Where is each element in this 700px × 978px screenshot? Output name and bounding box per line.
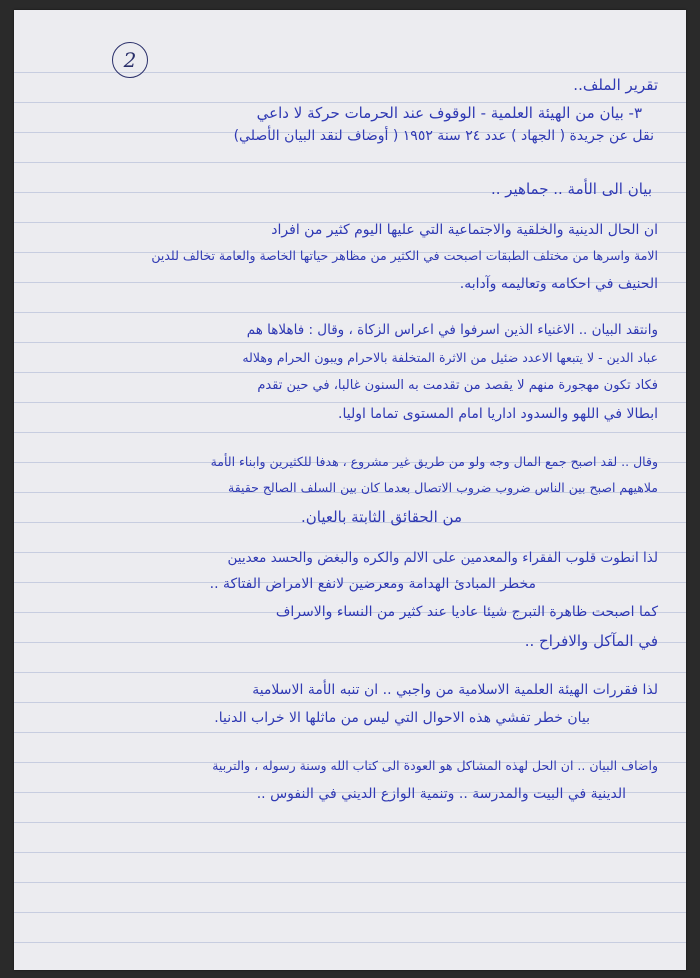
- paragraph-2-line-4: ابطالا في اللهو والسدود اداريا امام المستوى تماما اوليا.: [338, 406, 658, 422]
- ruled-line: [14, 402, 686, 403]
- ruled-line: [14, 162, 686, 163]
- ruled-line: [14, 912, 686, 913]
- paragraph-2-line-2: عباد الدين - لا يتبعها الاعدد ضئيل من الاثرة المتخلفة بالاحرام ويبون الحرام وهلاله: [242, 350, 658, 365]
- ruled-line: [14, 372, 686, 373]
- header-line-2: ٣- بيان من الهيئة العلمية - الوقوف عند الحرمات حركة لا داعي: [256, 104, 642, 122]
- paragraph-3-line-3: من الحقائق الثابتة بالعيان.: [300, 508, 462, 526]
- ruled-line: [14, 672, 686, 673]
- manuscript-page: [14, 10, 686, 970]
- paragraph-6-line-1: واضاف البيان .. ان الحل لهذه المشاكل هو العودة الى كتاب الله وسنة رسوله ، والتربية: [212, 758, 658, 773]
- paragraph-4-line-4: في المآكل والافراح ..: [524, 632, 658, 650]
- page-number-circle: 2: [112, 42, 148, 78]
- paragraph-3-line-1: وقال .. لقد اصبح جمع المال وجه ولو من طريق غير مشروع ، هدفا للكثيرين وابناء الأمة: [210, 454, 658, 469]
- paragraph-3-line-2: ملاهيهم اصبح بين الناس ضروب ضروب الاتصال بعدما كان بين السلف الصالح حقيقة: [228, 480, 658, 495]
- paragraph-6-line-2: الدينية في البيت والمدرسة .. وتنمية الوازع الديني في النفوس ..: [256, 786, 626, 802]
- paragraph-2-line-1: وانتقد البيان .. الاغنياء الذين اسرفوا في اعراس الزكاة ، وقال : فاهلاها هم: [246, 322, 658, 338]
- paragraph-4-line-2: مخطر المبادئ الهدامة ومعرضين لانفع الامراض الفتاكة ..: [209, 576, 536, 592]
- paragraph-4-line-1: لذا انطوت قلوب الفقراء والمعدمين على الالم والكره والبغض والحسد معديين: [227, 550, 658, 566]
- paragraph-5-line-1: لذا فقررات الهيئة العلمية الاسلامية من واجبي .. ان تنبه الأمة الاسلامية: [252, 682, 658, 698]
- paragraph-2-line-3: فكاد تكون مهجورة منهم لا يقصد من تقدمت به السنون غالبا، في حين تقدم: [257, 378, 658, 393]
- header-line-1: تقرير الملف..: [573, 76, 658, 94]
- ruled-line: [14, 312, 686, 313]
- paragraph-1-line-1: ان الحال الدينية والخلقية والاجتماعية التي عليها اليوم كثير من افراد: [271, 222, 658, 238]
- ruled-line: [14, 72, 686, 73]
- ruled-line: [14, 702, 686, 703]
- paragraph-5-line-2: بيان خطر تفشي هذه الاحوال التي ليس من ماثلها الا خراب الدنيا.: [214, 710, 590, 726]
- ruled-line: [14, 822, 686, 823]
- paragraph-1-line-2: الامة واسرها من مختلف الطبقات اصبحت في الكثير من مظاهر حياتها الخاصة والعامة تخالف للدين: [151, 248, 658, 263]
- paragraph-1-line-3: الحنيف في احكامه وتعاليمه وآدابه.: [459, 276, 658, 292]
- header-line-3: نقل عن جريدة ( الجهاد ) عدد ٢٤ سنة ١٩٥٢ ( أوضاف لنقد البيان الأصلي): [233, 128, 654, 144]
- ruled-line: [14, 942, 686, 943]
- salutation: بيان الى الأمة .. جماهير ..: [490, 180, 652, 198]
- ruled-line: [14, 102, 686, 103]
- ruled-line: [14, 852, 686, 853]
- ruled-line: [14, 732, 686, 733]
- ruled-line: [14, 342, 686, 343]
- paragraph-4-line-3: كما اصبحت ظاهرة التبرج شيئا عاديا عند كثير من النساء والاسراف: [275, 604, 658, 620]
- ruled-line: [14, 432, 686, 433]
- ruled-line: [14, 882, 686, 883]
